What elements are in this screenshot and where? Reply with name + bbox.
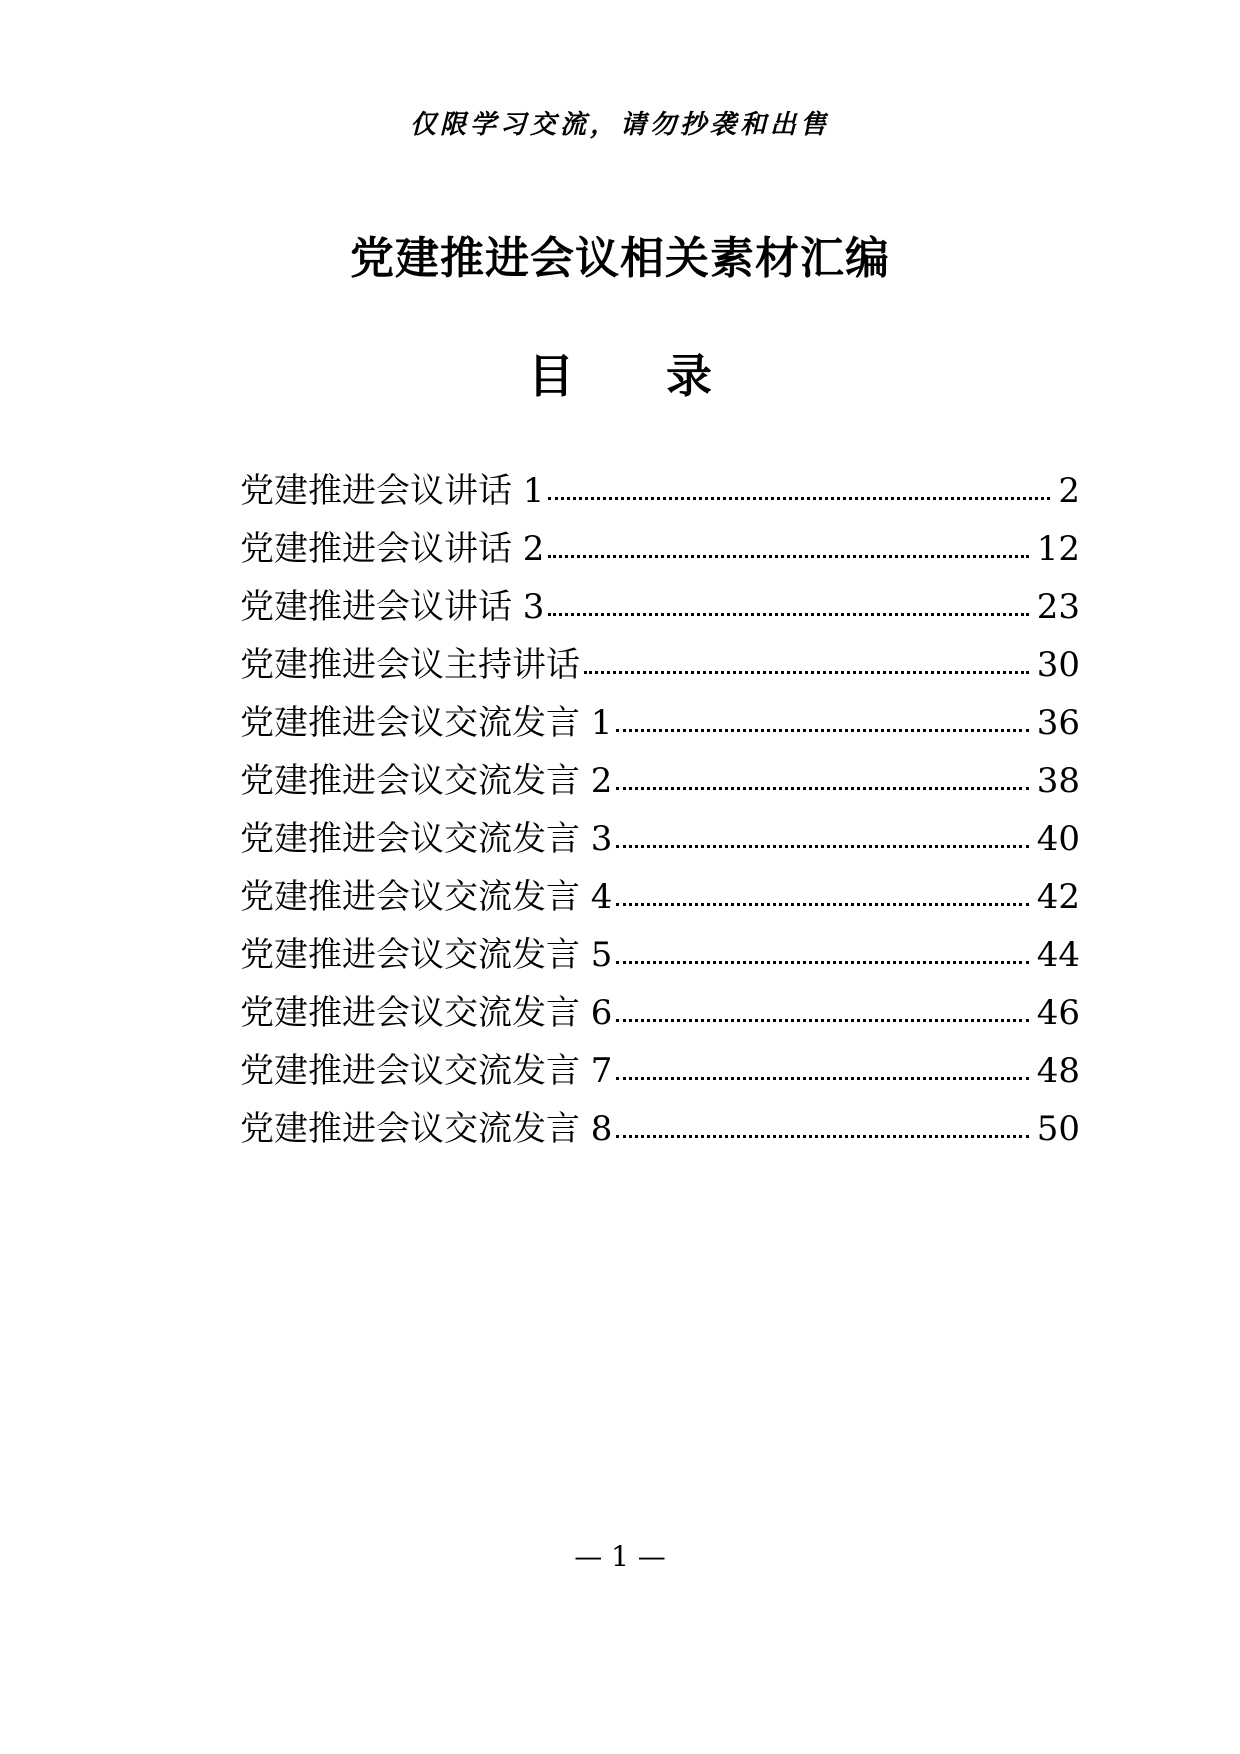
toc-entry-page: 30 [1036,645,1080,685]
toc-leader-dots [616,729,1028,732]
toc-entry-title: 党建推进会议主持讲话 [240,645,580,685]
toc-leader-dots [548,613,1028,616]
toc-entry-title: 党建推进会议交流发言 3 [240,819,613,859]
toc-entry[interactable] [240,578,1080,636]
toc-leader-dots [616,1019,1028,1022]
toc-entry-page: 48 [1036,1051,1080,1091]
toc-entry[interactable] [240,462,1080,520]
toc-entry-page: 46 [1036,993,1080,1033]
toc-entry-title: 党建推进会议交流发言 1 [240,703,613,743]
toc-entry-title: 党建推进会议交流发言 5 [240,935,613,975]
toc-entry-page: 50 [1036,1109,1080,1149]
toc-entry-page: 2 [1058,471,1080,511]
toc-leader-dots [616,1135,1028,1138]
toc-entry-title: 党建推进会议交流发言 4 [240,877,613,917]
page-number: — 1 — [574,1540,666,1573]
toc-leader-dots [548,497,1050,500]
toc-entry-title: 党建推进会议讲话 2 [240,529,545,569]
toc-entry-title: 党建推进会议交流发言 6 [240,993,613,1033]
toc-entry-page: 44 [1036,935,1080,975]
toc-leader-dots [616,903,1028,906]
toc-entry-title: 党建推进会议交流发言 7 [240,1051,613,1091]
toc-leader-dots [548,555,1028,558]
toc-entry[interactable] [240,926,1080,984]
header-notice: 仅限学习交流，请勿抄袭和出售 [409,110,830,140]
toc-entry-title: 党建推进会议交流发言 2 [240,761,613,801]
toc-leader-dots [616,1077,1028,1080]
document-title: 党建推进会议相关素材汇编 [350,233,890,284]
toc-entry[interactable] [240,1042,1080,1100]
toc-entry-page: 42 [1036,877,1080,917]
toc-leader-dots [616,787,1028,790]
toc-entry-title: 党建推进会议讲话 1 [240,471,545,511]
toc-entry[interactable] [240,868,1080,926]
toc-entry[interactable] [240,1100,1080,1158]
toc-leader-dots [616,961,1028,964]
table-of-contents [240,462,1080,1158]
toc-entry[interactable] [240,752,1080,810]
toc-leader-dots [616,845,1028,848]
toc-entry-page: 38 [1036,761,1080,801]
toc-entry-title: 党建推进会议交流发言 8 [240,1109,613,1149]
toc-entry-page: 12 [1036,529,1080,569]
toc-leader-dots [584,671,1029,674]
toc-entry[interactable] [240,636,1080,694]
toc-entry[interactable] [240,810,1080,868]
toc-entry-page: 36 [1036,703,1080,743]
toc-entry[interactable] [240,520,1080,578]
toc-heading: 目 录 [527,349,750,403]
toc-entry-page: 40 [1036,819,1080,859]
toc-entry[interactable] [240,984,1080,1042]
toc-entry-page: 23 [1036,587,1080,627]
toc-entry-title: 党建推进会议讲话 3 [240,587,545,627]
toc-entry[interactable] [240,694,1080,752]
